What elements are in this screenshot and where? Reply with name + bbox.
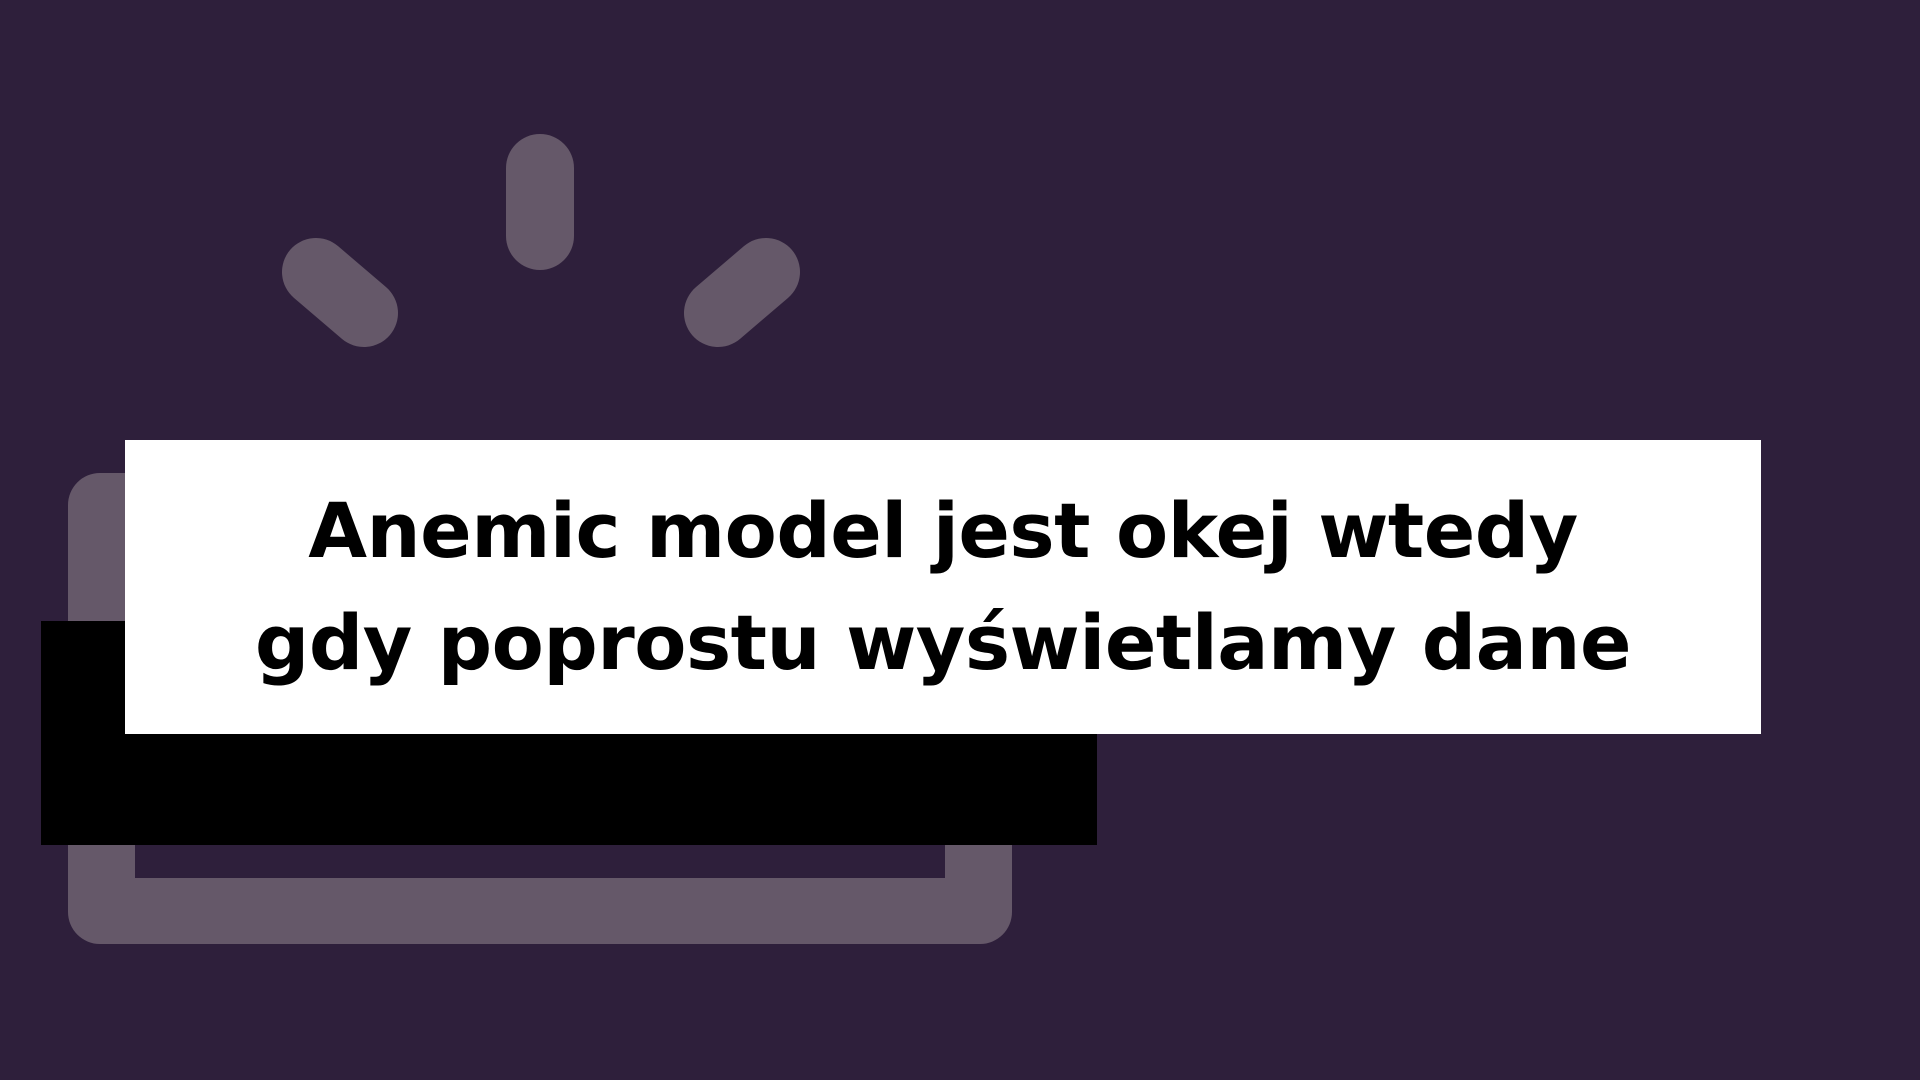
alert-ray-left (316, 272, 364, 313)
slide-title (255, 475, 1631, 699)
title-line-1: Anemic model jest okej wtedy (308, 486, 1578, 575)
title-line-2: gdy poprostu wyświetlamy dane (254, 598, 1632, 687)
alert-ray-right (718, 272, 766, 313)
title-box (125, 440, 1761, 734)
